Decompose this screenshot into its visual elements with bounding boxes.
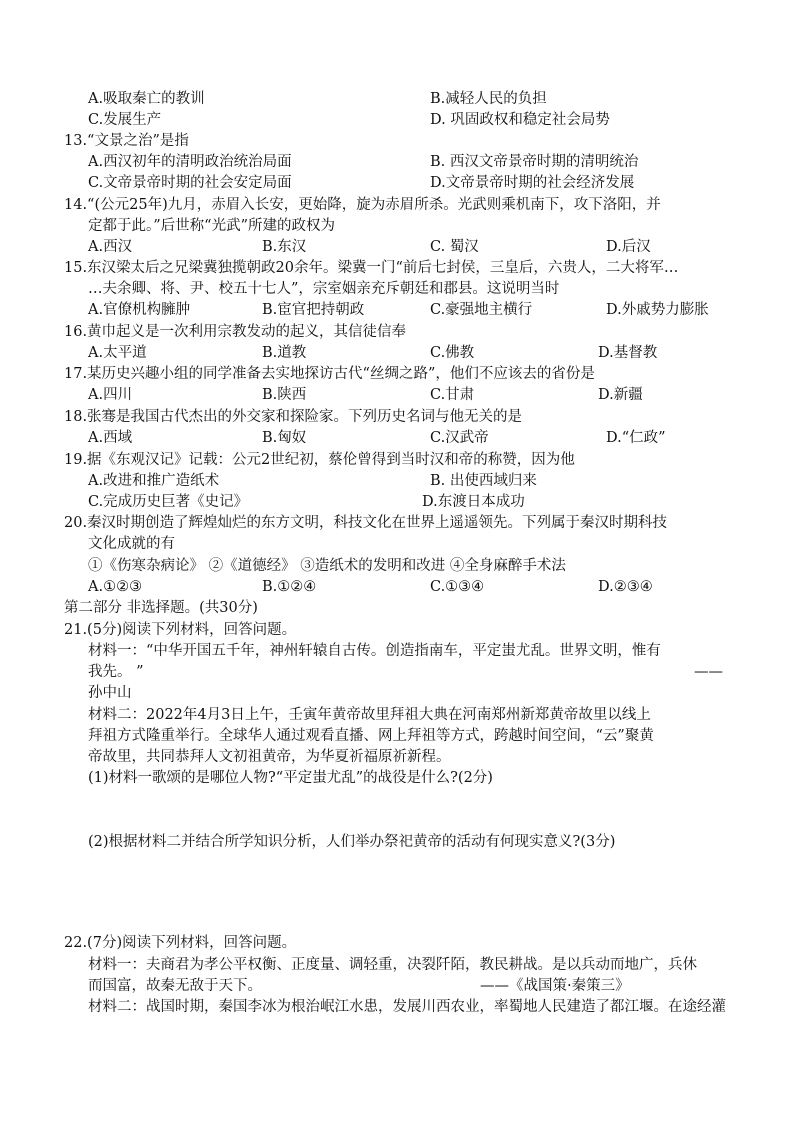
q17-option-c: C.甘肃: [430, 387, 475, 403]
q13-option-b: B. 西汉文帝景帝时期的清明统治: [430, 154, 639, 170]
q21-subquestion-1: (1)材料一歌颂的是哪位人物?“平定蚩尤乱”的战役是什么?(2分): [88, 770, 493, 786]
q22-material2-line1: 材料二：战国时期，秦国李冰为根治岷江水患，发展川西农业，率蜀地人民建造了都江堰。在途经灌: [88, 999, 726, 1015]
q14-option-b: B.东汉: [262, 239, 307, 255]
q21-subquestion-2: (2)根据材料二并结合所学知识分析，人们举办祭祀黄帝的活动有何现实意义?(3分): [88, 834, 616, 850]
q16-option-b: B.道教: [262, 345, 307, 361]
q21-material2-line3: 帝故里，共同恭拜人文初祖黄帝，为华夏祈福原祈新程。: [88, 749, 451, 765]
q19-option-c: C.完成历史巨著《史记》: [88, 494, 249, 510]
q15-stem-line1: 15.东汉梁太后之兄梁冀独揽朝政20余年。梁冀一门“前后七封侯，三皇后，六贵人，二大将军…: [64, 260, 679, 276]
q13-stem: 13.“文景之治”是指: [64, 133, 189, 149]
q21-material2-line2: 拜祖方式隆重举行。全球华人通过观看直播、网上拜祖等方式，跨越时间空间，“云”聚黄: [88, 728, 654, 744]
q22-stem: 22.(7分)阅读下列材料，回答问题。: [64, 935, 297, 951]
q22-material1-line2: 而国富，故秦无敌于天下。: [88, 978, 262, 994]
q21-material1-line2: 我先。 ”: [88, 664, 144, 680]
q15-option-d: D.外戚势力膨胀: [606, 302, 709, 318]
q18-stem: 18.张骞是我国古代杰出的外交家和探险家。下列历史名词与他无关的是: [64, 409, 523, 425]
q19-option-a: A.改进和推广造纸术: [88, 473, 220, 489]
q20-items: ①《伤寒杂病论》 ②《道德经》 ③造纸术的发明和改进 ④全身麻醉手术法: [88, 558, 566, 574]
q19-stem: 19.据《东观汉记》记载：公元2世纪初，蔡伦曾得到当时汉和帝的称赞，因为他: [64, 452, 575, 468]
q17-option-a: A.四川: [88, 387, 133, 403]
q18-option-a: A.西域: [88, 430, 133, 446]
q21-material1-source: 孙中山: [88, 685, 132, 701]
q15-option-b: B.宦官把持朝政: [262, 302, 365, 318]
part2-heading: 第二部分 非选择题。(共30分): [64, 600, 258, 616]
q15-option-c: C.豪强地主横行: [430, 302, 533, 318]
q20-option-b: B.①②④: [262, 579, 317, 595]
q20-stem-line2: 文化成就的有: [88, 536, 175, 552]
q14-stem-line2: 定都于此。”后世称“光武”所建的政权为: [88, 218, 335, 234]
q14-stem-line1: 14.“(公元25年)九月，赤眉入长安，更始降，旋为赤眉所杀。光武则乘机南下，攻下洛阳，并: [64, 197, 661, 213]
q20-stem-line1: 20.秦汉时期创造了辉煌灿烂的东方文明，科技文化在世界上遥遥领先。下列属于秦汉时期科技: [64, 515, 668, 531]
q12-option-c: C.发展生产: [88, 112, 162, 128]
q19-option-d: D.东渡日本成功: [422, 494, 525, 510]
q17-option-b: B.陕西: [262, 387, 307, 403]
q14-option-c: C. 蜀汉: [430, 239, 479, 255]
q16-option-a: A.太平道: [88, 345, 147, 361]
q21-stem: 21.(5分)阅读下列材料，回答问题。: [64, 622, 297, 638]
q18-option-b: B.匈奴: [262, 430, 307, 446]
q19-option-b: B. 出使西域归来: [430, 473, 537, 489]
q20-option-d: D.②③④: [598, 579, 653, 595]
q22-material1-line1: 材料一：夫商君为孝公平权衡、正度量、调轻重，决裂阡陌，教民耕战。是以兵动而地广，兵休: [88, 957, 697, 973]
q12-option-b: B.减轻人民的负担: [430, 91, 547, 107]
q21-material1-line1: 材料一：“中华开国五千年，神州轩辕自古传。创造指南车，平定蚩尤乱。世界文明，惟有: [88, 643, 661, 659]
q13-option-d: D.文帝景帝时期的社会经济发展: [430, 175, 635, 191]
q14-option-d: D.后汉: [606, 239, 651, 255]
q18-option-c: C.汉武帝: [430, 430, 489, 446]
q15-option-a: A.官僚机构臃肿: [88, 302, 191, 318]
q21-material2-line1: 材料二：2022年4月3日上午，壬寅年黄帝故里拜祖大典在河南郑州新郑黄帝故里以线上: [88, 707, 651, 723]
q13-option-a: A.西汉初年的清明政治统治局面: [88, 154, 292, 170]
q17-stem: 17.某历史兴趣小组的同学准备去实地探访古代“丝绸之路”，他们不应该去的省份是: [64, 366, 595, 382]
q17-option-d: D.新疆: [598, 387, 643, 403]
q16-option-c: C.佛教: [430, 345, 475, 361]
q18-option-d: D.“仁政”: [606, 430, 666, 446]
q16-option-d: D.基督教: [598, 345, 658, 361]
q12-option-d: D. 巩固政权和稳定社会局势: [430, 112, 610, 128]
q13-option-c: C.文帝景帝时期的社会安定局面: [88, 175, 292, 191]
q16-stem: 16.黄巾起义是一次利用宗教发动的起义，其信徒信奉: [64, 324, 407, 340]
q22-material1-source: ——《战国策·秦策三》: [480, 978, 630, 994]
q21-material1-dash: ——: [694, 664, 723, 680]
q12-option-a: A.吸取秦亡的教训: [88, 91, 205, 107]
q20-option-a: A.①②③: [88, 579, 143, 595]
q14-option-a: A.西汉: [88, 239, 133, 255]
q20-option-c: C.①③④: [430, 579, 485, 595]
q15-stem-line2: …夫余卿、将、尹、校五十七人”，宗室姻亲充斥朝廷和郡县。这说明当时: [88, 281, 560, 297]
